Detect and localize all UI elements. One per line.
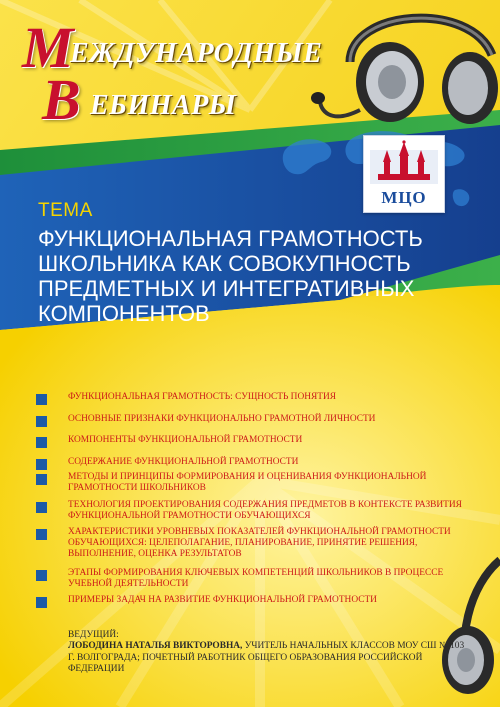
presenter-label: ВЕДУЩИЙ: (68, 630, 119, 640)
square-bullet-icon (36, 437, 47, 448)
list-item (36, 472, 476, 500)
list-item (36, 392, 476, 414)
program-list (36, 392, 476, 609)
list-item (36, 435, 476, 457)
title-rest-2: ЕБИНАРЫ (90, 90, 237, 121)
topic-title: ФУНКЦИОНАЛЬНАЯ ГРАМОТНОСТЬ ШКОЛЬНИКА КАК СОВОКУПНОСТЬ ПРЕДМЕТНЫХ И ИНТЕГРАТИВНЫХ КОМПОНЕНТОВ (38, 226, 423, 326)
kremlin-icon (364, 140, 444, 190)
square-bullet-icon (36, 394, 47, 405)
square-bullet-icon (36, 529, 47, 540)
list-item (36, 414, 476, 435)
list-item (36, 500, 476, 527)
list-item-text: ОСНОВНЫЕ ПРИЗНАКИ ФУНКЦИОНАЛЬНО ГРАМОТНОЙ ЛИЧНОСТИ (68, 414, 376, 424)
list-item-text: ФУНКЦИОНАЛЬНАЯ ГРАМОТНОСТЬ: СУЩНОСТЬ ПОНЯТИЯ (68, 392, 336, 402)
square-bullet-icon (36, 416, 47, 427)
title-line-2 (22, 67, 362, 132)
logo-text: МЦО (381, 188, 427, 207)
list-item (36, 568, 476, 595)
square-bullet-icon (36, 570, 47, 581)
list-item-text: МЕТОДЫ И ПРИНЦИПЫ ФОРМИРОВАНИЯ И ОЦЕНИВАНИЯ ФУНКЦИОНАЛЬНОЙ ГРАМОТНОСТИ ШКОЛЬНИКОВ (68, 472, 427, 493)
list-item-text: ЭТАПЫ ФОРМИРОВАНИЯ КЛЮЧЕВЫХ КОМПЕТЕНЦИЙ ШКОЛЬНИКОВ В ПРОЦЕССЕ УЧЕБНОЙ ДЕЯТЕЛЬНОСТИ (68, 568, 444, 589)
title-line-1 (22, 15, 362, 80)
list-item-text: КОМПОНЕНТЫ ФУНКЦИОНАЛЬНОЙ ГРАМОТНОСТИ (68, 435, 303, 445)
presenter-text (68, 641, 468, 675)
square-bullet-icon (36, 597, 47, 608)
list-item-text: ПРИМЕРЫ ЗАДАЧ НА РАЗВИТИЕ ФУНКЦИОНАЛЬНОЙ ГРАМОТНОСТИ (68, 595, 377, 605)
list-item-text: ХАРАКТЕРИСТИКИ УРОВНЕВЫХ ПОКАЗАТЕЛЕЙ ФУНКЦИОНАЛЬНОЙ ГРАМОТНОСТИ ОБУЧАЮЩИХСЯ: ЦЕЛЕПОЛАГАНИЕ, ПЛАНИРОВАНИЕ, ПРИНЯТИЕ РЕШЕНИЯ, ВЫПОЛНЕНИЕ, ОЦЕНКА РЕЗУЛЬТАТОВ (68, 527, 451, 559)
list-item (36, 595, 476, 609)
list-item-text: ТЕХНОЛОГИЯ ПРОЕКТИРОВАНИЯ СОДЕРЖАНИЯ ПРЕДМЕТОВ В КОНТЕКСТЕ РАЗВИТИЯ ФУНКЦИОНАЛЬНОЙ ГРАМОТНОСТИ ОБУЧАЮЩИХСЯ (68, 500, 462, 521)
square-bullet-icon (36, 459, 47, 470)
square-bullet-icon (36, 474, 47, 485)
topic-label: ТЕМА (38, 200, 93, 221)
title-initial-1: М (22, 15, 75, 80)
list-item (36, 527, 476, 568)
list-item-text: СОДЕРЖАНИЕ ФУНКЦИОНАЛЬНОЙ ГРАМОТНОСТИ (68, 457, 299, 467)
list-item (36, 457, 476, 472)
mco-logo (363, 135, 445, 213)
title-rest-1: ЕЖДУНАРОДНЫЕ (70, 38, 323, 69)
square-bullet-icon (36, 502, 47, 513)
presenter-details: УЧИТЕЛЬ НАЧАЛЬНЫХ КЛАССОВ МОУ СШ № 103 Г. ВОЛГОГРАДА; ПОЧЕТНЫЙ РАБОТНИК ОБЩЕГО ОБРАЗОВАНИЯ РОССИЙСКОЙ ФЕДЕРАЦИИ (68, 641, 465, 675)
presenter-info (68, 630, 468, 676)
presenter-name: ЛОБОДИНА НАТАЛЬЯ ВИКТОРОВНА, (68, 641, 243, 652)
webinar-title (22, 15, 362, 132)
title-initial-2: В (42, 67, 82, 132)
